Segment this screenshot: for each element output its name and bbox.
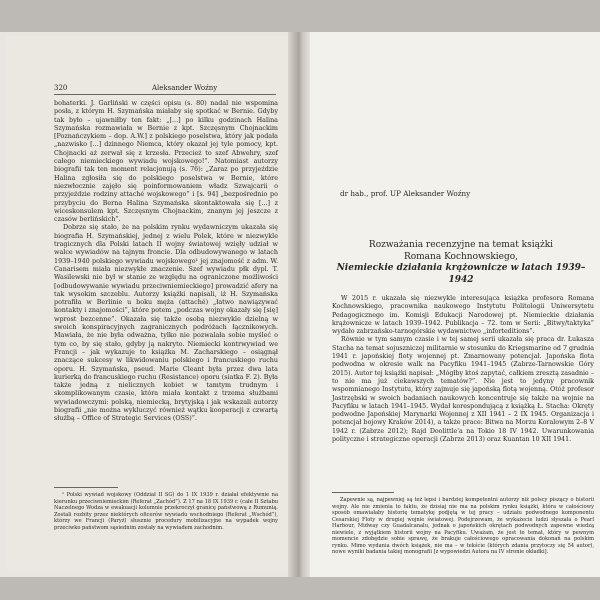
footnote-text: ¹ Polski wywiad wojskowy (Oddział II SG) do 1 IX 1939 r. działał efektywnie na kierunku przeciwniemieckim (Referat „Zachód”). Z 17 na 18 IX 1939 r. (całe II Sztabu Naczelnego Wodza w ewakuacji kolumnie przekroczył granicę państwową z Rumunią. Zostali rozbity przez niektórych oficerów wywiadu wschodniego (Referat „Wschód”), którzy we Francji (Paryż) słusznie procedury mobilizacyjne na wypadek wojny przeciwko państwom sąsiednim zostały na wywiadem zachodnim.: [54, 492, 278, 531]
article-title: [330, 240, 592, 286]
article-subtitle: Niemieckie działania krążownicze w latach 1939–1942: [336, 263, 586, 285]
title-line-1: Rozważania recenzyjne na temat książki: [368, 240, 554, 250]
paragraph: Dobrze się stało, że na polskim rynku wydawniczym ukazała się biografia H. Szymańskiej, jednej z wielu Polek, które w niezwykle tragicznych dla Polski latach II wojny światowej wzięły udział w walce wywiadów na tajnym froncie. Dla odbudowywanego w latach 1939–1940 polskiego wywiadu wojskowego¹ jej znajomość z adm. W. Canarisem miała niezwykłe znaczenie. Szef wywiadu płk dypl. T. Wasilewski nie był w stanie ze względu na ograniczone możliwości [odbudowywanie wywiadu przeciwniemieckiego] prowadzić afery na tak wysokim szczeblu. Autorzy książki napisali, iż H. Szymańska potrafiła w Berlinie u boku męża (attaché) „łatwo nawiązywać kontakty i znajomości”, które potem „podczas wojny okazały się [się] wprost bezcenne”. Okazała się także osobą niezwykle dzielną w swoich konspiracyjnych zagranicznych podróżach łącznikowych. Mawiała, że nie była odważna, tylko nie pozwalała sobie myśleć o tym co, by się stało, gdyby ją nakryto. Niemiecki kontrwywiad we Francji – jak wykazuje to książka M. Zacharskiego – osiągnął znaczące sukcesy w likwidowaniu polskiego i francuskiego ruchu oporu. H. Szymańska, pseud. Marie Cleant była przez dwa lata kurierką do francuskiego ruchu (Resistance) oporu (siatka F. 2). Była także jedną z nielicznych kobiet w tamtym trudnym i skomplikowanym czasie, która miała kontakt z trzema służbami wywiadowczymi: polską, niemiecką, brytyjską i jak wskazali autorzy biografii „nie można wykluczyć również wątku kooperacji z czwartą służbą – Office of Strategic Services (OSS)”.: [54, 223, 278, 423]
footnote-text: Zapewnie są, najpewniej są też lepsi i bardziej kompetentni autorzy niż polscy piszący o historii wojny. Ale nie zmienia to faktu, że dzisiaj nie ma na polskim rynku książki, która w całościowy sposób omawiałaby historię tematykę podjętą w tej pracy – udziału podwodnego komponentu Cesarskiej Floty w drugiej wojnie światowej. Podejrzewam, że wykażecie ludzi słyszała o Pearl Harbour, Midway czy Guadalcanalu, jednak o japońskich okrętach podwodnych zapewne wiedzą niewiele, z wyjątkiem historii wojny na Pacyfiku. Uważam, że jest to temat, który w pewnym momencie zdobędzie sobie sprawę, że brakuje całościowego opracowania dokonań na polskim rynku. Mimo wydania dwóch książek, nie ma – w tekście (których zdania przytoczy się 54 autor), nowe wyniki badania takiej monografii [z wypowiedzi Autora na IV stronie okładki].: [332, 497, 594, 555]
right-footnote: [332, 497, 594, 556]
left-body-text: [54, 99, 278, 423]
article-author: dr hab., prof. UP Aleksander Woźny: [340, 189, 471, 198]
title-line-2: Romana Kochnowskiego,: [403, 251, 519, 262]
right-page-content: [310, 32, 600, 577]
footnote-rule: [54, 487, 118, 488]
footnote-rule: [332, 492, 394, 493]
paragraph: bohaterki. J. Garliński w części opisu (s. 80) nadal nie wspomina posła, z którym H. Szymańska miałaby się spotkać w Bernie. Gdyby tak było – ujawniłby ten fakt: „[...] po kilku godzinach Halina Szymańska rozmawiała w Bernie z kpt. Szczęsnym Chojnackim [Poznańczykiem – dop. A.W.] z polskiego poselstwa, który jak podała „nazwisko [...] dzinnego Niemca, który okazał jej tyle pomocy, kpt. Chojnacki aż zerwał się z krzesła. Przecież to szef Abwehry, szef całego niemieckiego wywiadu wojskowego!”. Natomiast autorzy biografii tak ten moment relacjonują (s. 76): „Zaraz po przyjeździe Halina zgłosiła się do polskiego poselstwa w Bernie, które niezwłocznie zajęło się poinformowaniem władz Szwajcarii o przyjeździe rodziny attaché wojskowego” i [s. 94] „bezpośrednio po przybyciu do Berna Halina Szymańska skontaktowała się [...] z wiceskonsulem kpt. Szczęsnym Chojnackim, znanym jej jeszcze z czasów berlińskich”.: [54, 99, 278, 224]
right-body-text: [332, 295, 594, 444]
header-rule: [54, 94, 276, 95]
left-footnote: [54, 492, 278, 532]
paragraph: Równie w tym samym czasie i w tej samej serii ukazała się praca dr. Łukasza Stacha na temat sojuszniczej militarnie w stosunku do Kriegsmarine od 7 grudnia 1941 r. japońskiej floty wojennej pt. Zmarnowany potencjał. Japońska flota podwodna w okresie walk na Pacyfiku 1941–1945 (Zabrze-Tarnowskie Góry 2015). Autor tej książki napisał: „Mógłby ktoś zapytać, całkiem zresztą zasadnie – to nie ma już ciekawszych tematów?”. Nie jest to jedyny pracownik wspomnianego Instytutu, który zajmuje się japońską flotą wojenną. Otóż profesor Jastrzębski w swoich badaniach naukowych koncentruje się także na wojnie na Pacyfiku w latach 1941–1945. Wydał korespondującą z książką Ł. Stacha: Okręty podwodne Japońskiej Marynarki Wojennej z XII 1941 – 2 IX 1945. Organizacja i potencjał bojowy Kraków 2014), a także prace: Bitwa na Morzu Koralowym 2–8 V 1942 r. (Zabrze 2012); Rajd Doolittle'a na Tokio 18 IV 1942. Uwarunkowania polityczne i strategiczne operacji (Zabrze 2013) oraz Kuantan 10 XII 1941.: [332, 336, 594, 444]
running-head-author: Aleksander Woźny: [152, 84, 218, 92]
paragraph: W 2015 r. ukazała się niezwykle interesująca książka profesora Romana Kochnowskiego, pracownika naukowego Instytutu Politologii Uniwersytetu Pedagogicznego im. Komisji Edukacji Narodowej pt. Niemieckie działania krążownicze w latach 1939–1942. Publikacja – 72. tom w Serii: „Bitwy/taktyka” wydało zabrzańsko-tarnogórskie wydawnictwo „inforteditions”.: [332, 295, 594, 336]
left-page-content: [0, 32, 310, 577]
page-number: 320: [54, 84, 68, 92]
